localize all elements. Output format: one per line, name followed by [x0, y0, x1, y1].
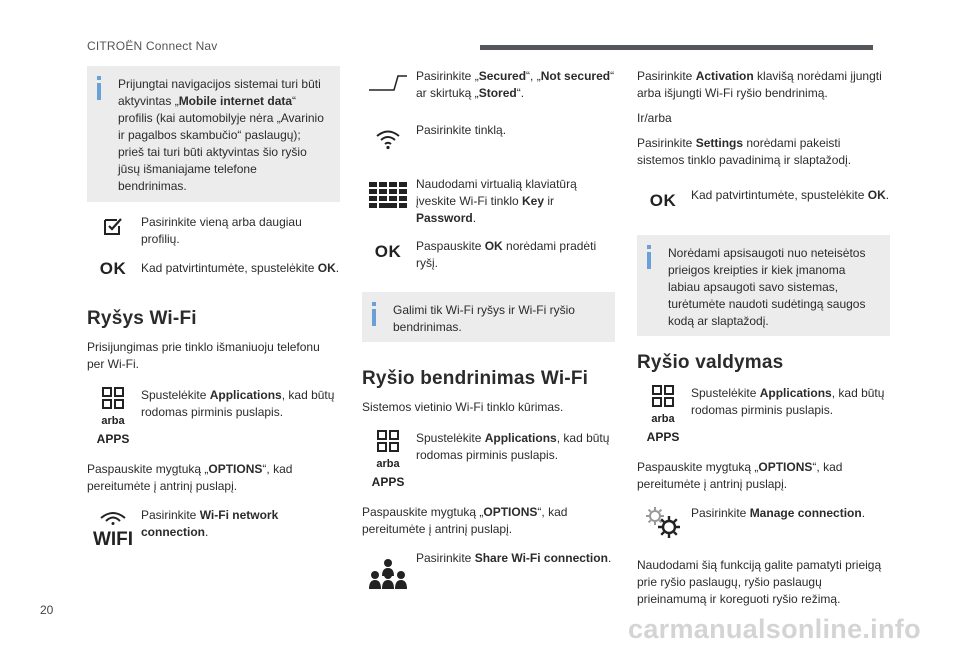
gears-icon — [643, 505, 683, 541]
step-network: Pasirinkite tinklą. — [362, 122, 615, 170]
options-text: Paspauskite mygtuką „OPTIONS“, kad pereitumėte į antrinį puslapį. — [637, 460, 843, 491]
or-text: Ir/arba — [637, 111, 672, 125]
page-number: 20 — [40, 603, 54, 617]
step-share: Pasirinkite Share Wi-Fi connection. — [362, 550, 615, 590]
apps-label: APPS — [96, 432, 130, 446]
ok-icon: OK — [649, 191, 677, 210]
section-intro: Sistemos vietinio Wi-Fi tinklo kūrimas. — [362, 400, 564, 414]
keyboard-icon — [369, 182, 407, 208]
step-wifi: WIFI Pasirinkite Wi-Fi network connection. — [87, 507, 340, 547]
wifi-signal-icon — [375, 128, 401, 150]
step-ok: OK Kad patvirtintumėte, spustelėkite OK. — [99, 259, 340, 278]
wifi-label: WIFI — [92, 529, 134, 550]
column-2 — [362, 68, 615, 590]
step-apps: arba APPS Spustelėkite Applications, kad būtų rodomas pirminis puslapis. — [87, 387, 340, 449]
watermark: carmanualsonline.info — [628, 614, 921, 644]
section-outro: Naudodami šią funkciją galite pamatyti prieigą prie ryšio paslaugų, ryšio paslaugų prieinamumą ir koreguoti ryšio režimą. — [637, 558, 882, 606]
step-ok: OK Kad patvirtintumėte, spustelėkite OK. — [649, 188, 890, 210]
apps-grid-icon — [102, 387, 124, 409]
note-text: Prijungtai navigacijos sistemai turi būti aktyvintas „Mobile internet data“ profilis (kai automobilyje nėra „Avarinio ir pagalbos skambučio“ paslaugų); prieš tai turi būti aktyvintas šio ryšio jūsų išmaniajame telefone bendrinimas. — [118, 77, 324, 193]
section-heading: Ryšio valdymas — [637, 352, 784, 373]
section-heading: Ryšio bendrinimas Wi-Fi — [362, 368, 589, 389]
arba-label: arba — [651, 413, 675, 425]
step-profiles: Pasirinkite vieną arba daugiau profilių. — [87, 214, 340, 254]
manual-header-title: CITROËN Connect Nav — [87, 39, 218, 53]
arba-label: arba — [376, 458, 400, 470]
column-3 — [637, 68, 890, 608]
step-apps: arba APPS Spustelėkite Applications, kad būtų rodomas pirminis puslapis. — [637, 385, 890, 447]
options-text: Paspauskite mygtuką „OPTIONS“, kad pereitumėte į antrinį puslapį. — [362, 505, 568, 536]
wifi-icon — [98, 509, 128, 525]
step-manage: Pasirinkite Manage connection. — [637, 505, 890, 549]
tab-icon — [368, 74, 408, 92]
step-ok: OK Paspauskite OK norėdami pradėti ryšį. — [374, 239, 597, 270]
apps-grid-icon — [377, 430, 399, 452]
header-bar — [480, 45, 873, 50]
step-keyboard: Naudodami virtualią klaviatūrą įveskite Wi-Fi tinklo Key ir Password. — [362, 176, 615, 232]
section-intro: Prisijungimas prie tinklo išmaniuoju telefonu per Wi-Fi. — [87, 340, 320, 371]
checkbox-icon — [87, 214, 139, 241]
info-note — [87, 66, 340, 202]
section-heading: Ryšys Wi-Fi — [87, 308, 197, 329]
step-apps: arba APPS Spustelėkite Applications, kad būtų rodomas pirminis puslapis. — [362, 430, 615, 492]
step-secured: Pasirinkite „Secured“, „Not secured“ ar skirtuką „Stored“. — [362, 68, 615, 108]
info-marker-icon — [97, 83, 101, 100]
info-note: Norėdami apsisaugoti nuo neteisėtos prieigos kreipties ir kiek įmanoma labiau apsaugoti savo sistemas, turėtumėte naudoti sudėtingą saugos kodą ar slaptažodį. — [637, 235, 890, 336]
info-marker-icon — [372, 309, 376, 326]
apps-label: APPS — [371, 475, 405, 489]
info-marker-icon — [647, 252, 651, 269]
ok-icon: OK — [99, 259, 127, 278]
arba-label: arba — [101, 415, 125, 427]
column-1 — [87, 66, 340, 550]
activation-text: Pasirinkite Activation klavišą norėdami įjungti arba išjungti Wi-Fi ryšio bendrinimą. — [637, 69, 882, 100]
info-note: Galimi tik Wi-Fi ryšys ir Wi-Fi ryšio bendrinimas. — [362, 292, 615, 342]
ok-icon: OK — [374, 242, 402, 261]
settings-text: Pasirinkite Settings norėdami pakeisti sistemos tinklo pavadinimą ir slaptažodį. — [637, 136, 852, 167]
apps-label: APPS — [646, 430, 680, 444]
share-people-icon — [368, 558, 408, 590]
apps-grid-icon — [652, 385, 674, 407]
options-text: Paspauskite mygtuką „OPTIONS“, kad pereitumėte į antrinį puslapį. — [87, 462, 293, 493]
